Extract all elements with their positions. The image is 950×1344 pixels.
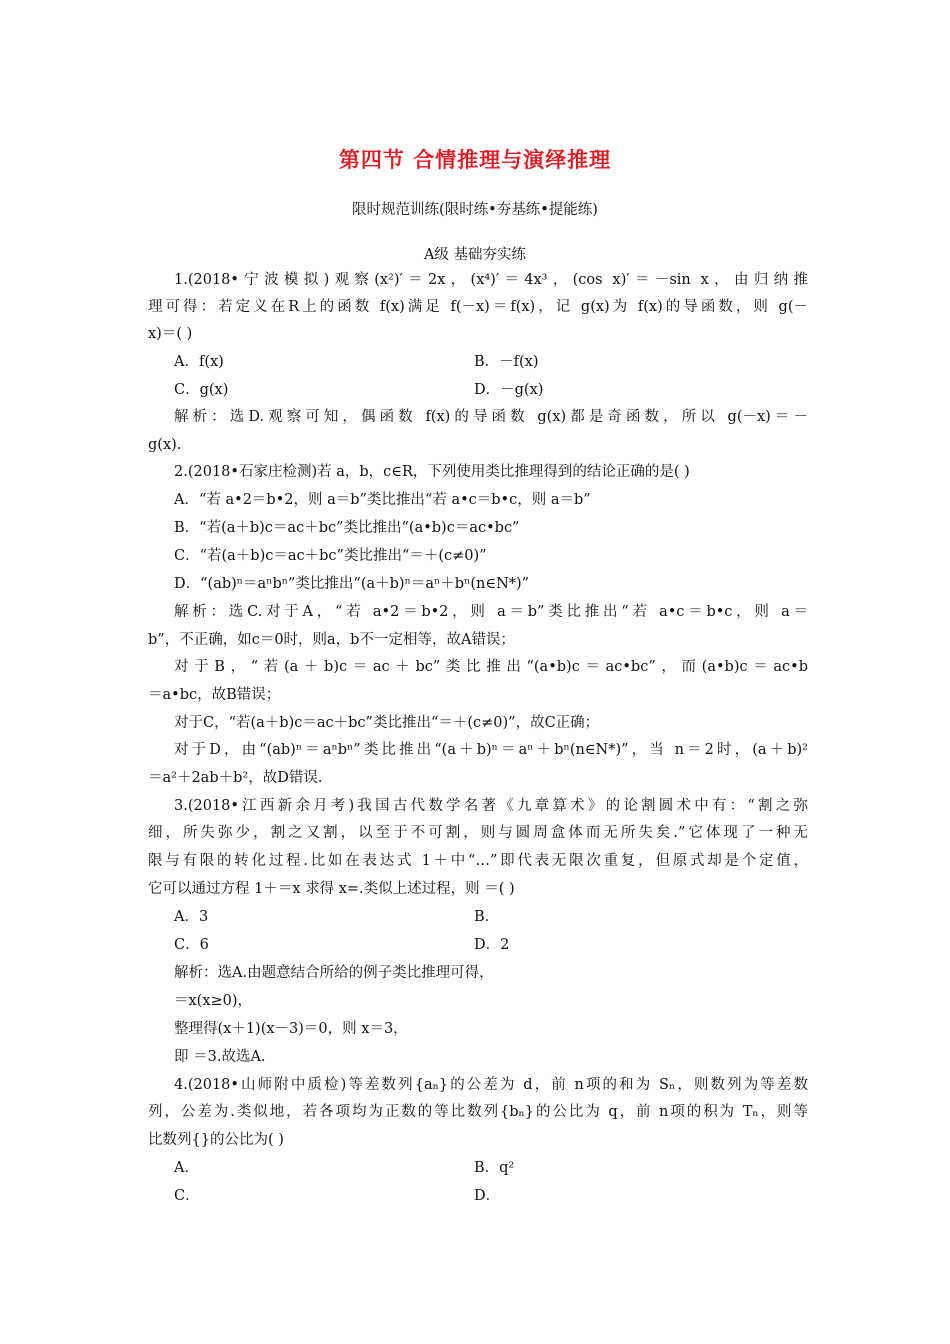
q2-solution-line-7: ＝a²＋2ab＋b²，故D错误. xyxy=(148,770,323,786)
section-title: 第四节 合情推理与演绎推理 xyxy=(338,148,612,172)
q1-stem-line-3: x)＝( ) xyxy=(148,326,193,342)
q1-stem-line-1: 1.(2018•宁波模拟)观察(x²)′＝2x，(x⁴)′＝4x³，(cos x)′＝－sin x，由归纳推 xyxy=(174,272,808,288)
q1-solution-line-1: 解析：选D.观察可知，偶函数 f(x)的导函数 g(x)都是奇函数，所以 g(－x)＝－ xyxy=(174,409,808,425)
q3-solution-line-2: ＝x(x≥0)， xyxy=(174,993,253,1009)
q2-stem-line-1: 2.(2018•石家庄检测)若 a，b，c∈R，下列使用类比推理得到的结论正确的是( ) xyxy=(174,464,690,480)
q1-option-d: D．－g(x) xyxy=(474,382,544,398)
q2-solution-line-5: 对于C，“若(a＋b)c＝ac＋bc”类比推出“＝＋(c≠0)”，故C正确； xyxy=(174,715,600,731)
q1-option-c: C．g(x) xyxy=(174,382,229,398)
q3-solution-line-4: 即 ＝3.故选A. xyxy=(174,1049,266,1065)
q3-solution-line-1: 解析：选A.由题意结合所给的例子类比推理可得， xyxy=(174,965,494,981)
q2-option-b: B．“若(a＋b)c＝ac＋bc”类比推出“(a•b)c＝ac•bc” xyxy=(174,520,520,536)
q3-solution-line-3: 整理得(x＋1)(x－3)＝0，则 x＝3， xyxy=(174,1021,408,1037)
q3-option-d: D．2 xyxy=(474,937,510,953)
q2-option-c: C．“若(a＋b)c＝ac＋bc”类比推出“＝＋(c≠0)” xyxy=(174,548,487,564)
q1-option-b: B．－f(x) xyxy=(474,354,539,370)
q4-option-d: D． xyxy=(474,1188,501,1204)
q2-solution-line-1: 解析：选C.对于A，“若 a•2＝b•2，则 a＝b”类比推出“若 a•c＝b•c，则 a＝ xyxy=(174,604,808,620)
q3-option-b: B． xyxy=(474,909,500,925)
q3-option-a: A．3 xyxy=(174,909,209,925)
q1-stem-line-2: 理可得：若定义在R上的函数 f(x)满足 f(－x)＝f(x)，记 g(x)为 f(x)的导函数，则 g(－ xyxy=(148,299,808,315)
q3-option-c: C．6 xyxy=(174,937,209,953)
q1-option-a: A．f(x) xyxy=(174,354,224,370)
level-heading: A级 基础夯实练 xyxy=(423,247,527,263)
q4-stem-line-1: 4.(2018•山师附中质检)等差数列{aₙ}的公差为 d，前 n项的和为 Sₙ，则数列为等差数 xyxy=(174,1077,808,1093)
q4-option-a: A． xyxy=(174,1160,199,1176)
q3-stem-line-4: 它可以通过方程 1＋＝x 求得 x=.类似上述过程，则 ＝( ) xyxy=(148,881,515,897)
q2-solution-line-2: b”，不正确，如c＝0时，则a，b不一定相等，故A错误； xyxy=(148,632,515,648)
q4-stem-line-2: 列，公差为.类似地，若各项均为正数的等比数列{bₙ}的公比为 q，前 n项的积为 Tₙ，则等 xyxy=(148,1104,808,1120)
q2-option-a: A．“若 a•2＝b•2，则 a＝b”类比推出“若 a•c＝b•c，则 a＝b” xyxy=(174,492,591,508)
q3-stem-line-2: 细，所失弥少，割之又割，以至于不可割，则与圆周盒体而无所失矣.”它体现了一种无 xyxy=(148,825,808,841)
q3-stem-line-1: 3.(2018•江西新余月考)我国古代数学名著《九章算术》的论割圆术中有：“割之弥 xyxy=(174,798,808,814)
q4-option-c: C． xyxy=(174,1188,200,1204)
q2-solution-line-3: 对于B，“若(a＋b)c＝ac＋bc”类比推出“(a•b)c＝ac•bc”，而(a•b)c＝ac•b xyxy=(174,659,808,675)
q3-stem-line-3: 限与有限的转化过程.比如在表达式 1＋中“…”即代表无限次重复，但原式却是个定值， xyxy=(148,853,808,869)
q2-solution-line-4: ＝a•bc，故B错误； xyxy=(148,687,281,703)
q1-solution-line-2: g(x). xyxy=(148,437,182,453)
q2-option-d: D．“(ab)ⁿ＝aⁿbⁿ”类比推出“(a＋b)ⁿ＝aⁿ＋bⁿ(n∈N*)” xyxy=(174,576,530,592)
practice-subtitle: 限时规范训练(限时练•夯基练•提能练) xyxy=(352,202,598,218)
q2-solution-line-6: 对于D，由“(ab)ⁿ＝aⁿbⁿ”类比推出“(a＋b)ⁿ＝aⁿ＋bⁿ(n∈N*)”，当 n＝2时，(a＋b)² xyxy=(174,742,808,758)
q4-stem-line-3: 比数列{}的公比为( ) xyxy=(148,1132,284,1148)
q4-option-b: B．q² xyxy=(474,1160,515,1176)
